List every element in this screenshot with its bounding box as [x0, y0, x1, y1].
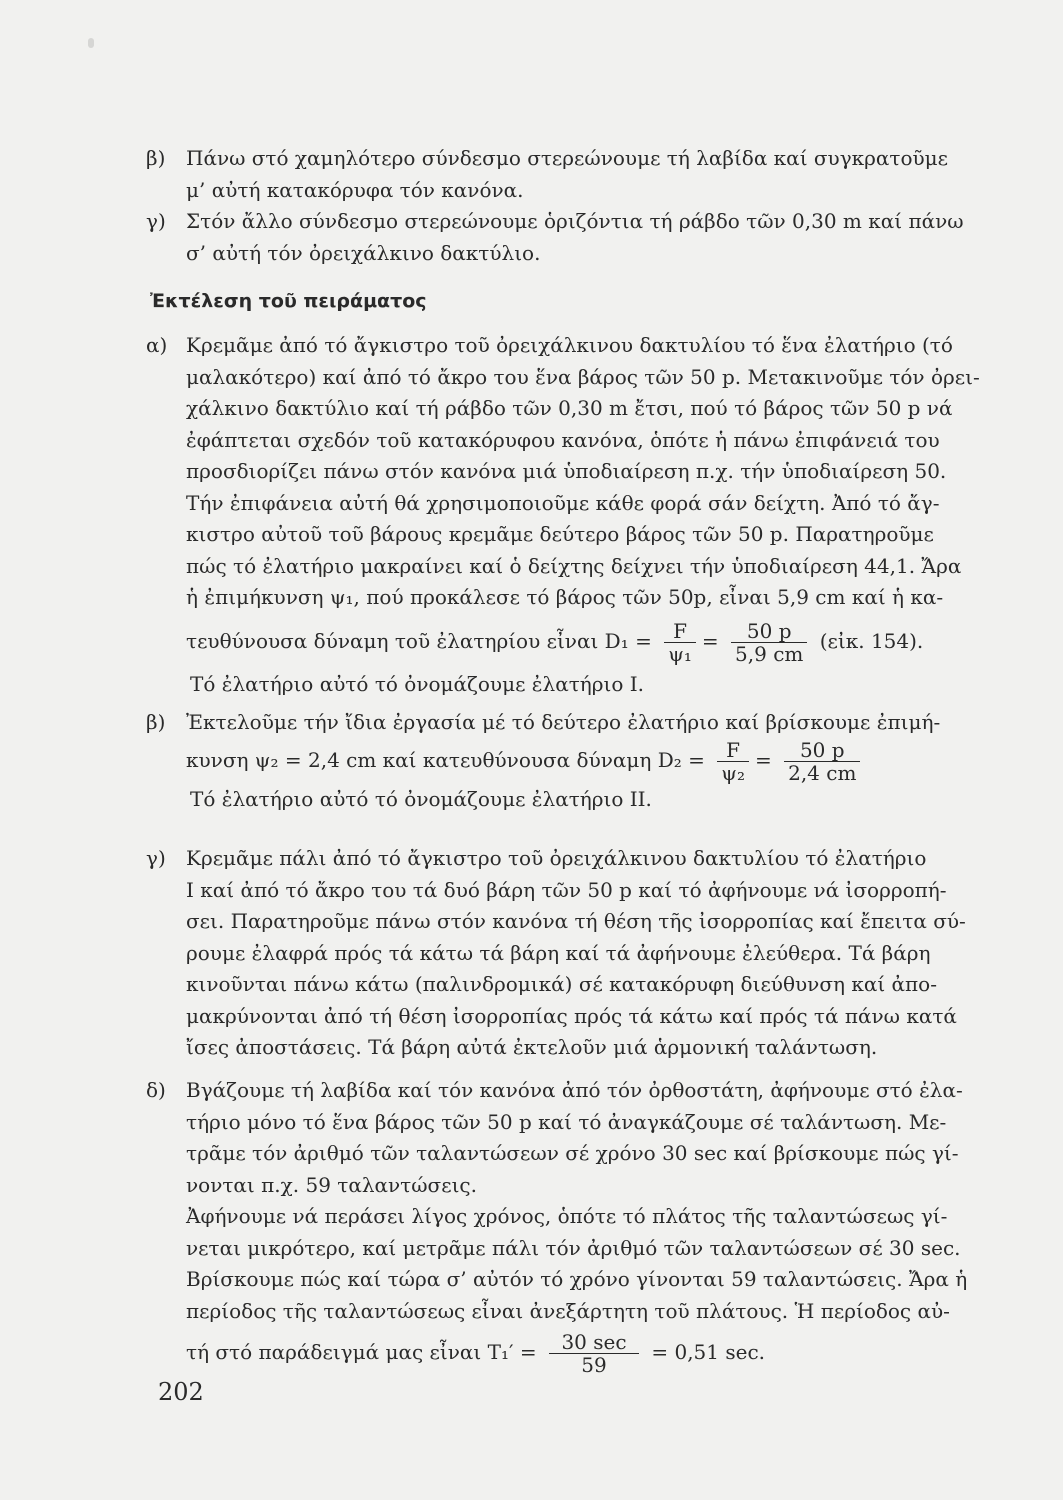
- text-line: Τό ἐλατήριο αὐτό τό ὀνομάζουμε ἐλατήριο I.: [190, 671, 645, 696]
- intro-section: [146, 143, 966, 269]
- denominator: 5,9 cm: [735, 641, 804, 666]
- figure-reference: (εἰκ. 154).: [819, 628, 924, 653]
- formula-prefix: τή στό παράδειγμά μας εἶναι T₁′ =: [186, 1340, 537, 1364]
- text-line: σει. Παρατηροῦμε πάνω στόν κανόνα τή θέση τῆς ἰσορροπίας καί ἔπειτα σύ-: [186, 909, 966, 933]
- item-label: α): [146, 333, 168, 357]
- intro-item-c: [146, 206, 966, 269]
- section-heading: Ἐκτέλεση τοῦ πειράματος: [150, 290, 427, 312]
- text-line: μακρύνονται ἀπό τή θέση ἰσορροπίας πρός τά κάτω καί πρός τά πάνω κατά: [186, 1003, 957, 1028]
- step-b: [146, 707, 966, 815]
- text-line: περίοδος τῆς ταλαντώσεως εἶναι ἀνεξάρτητη τοῦ πλάτους. Ἡ περίοδος αὐ-: [186, 1298, 950, 1323]
- step-a: [146, 330, 980, 700]
- text-line: Τό ἐλατήριο αὐτό τό ὀνομάζουμε ἐλατήριο II.: [190, 786, 652, 811]
- text-line: Τήν ἐπιφάνεια αὐτή θά χρησιμοποιοῦμε κάθε φορά σάν δείχτη. Ἀπό τό ἄγ-: [186, 490, 940, 515]
- text-line: I καί ἀπό τό ἄκρο του τά δυό βάρη τῶν 50 p καί τό ἀφήνουμε νά ἰσορροπή-: [186, 877, 947, 902]
- text-line: μ’ αὐτή κατακόρυφα τόν κανόνα.: [186, 177, 524, 202]
- fraction: [731, 620, 807, 665]
- text-line: ἴσες ἀποστάσεις. Τά βάρη αὐτά ἐκτελοῦν μιά ἁρμονική ταλάντωση.: [186, 1035, 878, 1059]
- step-c: [146, 843, 966, 1064]
- text-line: Ἀφήνουμε νά περάσει λίγος χρόνος, ὁπότε τό πλάτος τῆς ταλαντώσεως γί-: [186, 1204, 948, 1228]
- numerator: F: [717, 739, 749, 762]
- text-line: τρᾶμε τόν ἀριθμό τῶν ταλαντώσεων σέ χρόνο 30 sec καί βρίσκουμε πώς γί-: [186, 1141, 959, 1165]
- page-number: 202: [158, 1378, 204, 1406]
- text-line: ἐφάπτεται σχεδόν τοῦ κατακόρυφου κανόνα, ὁπότε ἡ πάνω ἐπιφάνειά του: [186, 427, 940, 452]
- fraction: [717, 739, 749, 784]
- denominator: ψ₁: [668, 641, 692, 666]
- text-line: χάλκινο δακτύλιο καί τή ράβδο τῶν 0,30 m ἔτσι, πού τό βάρος τῶν 50 p νά: [186, 396, 953, 420]
- denominator: 2,4 cm: [788, 760, 857, 785]
- text-line: Βγάζουμε τή λαβίδα καί τόν κανόνα ἀπό τόν ὀρθοστάτη, ἀφήνουμε στό ἐλα-: [186, 1078, 963, 1102]
- numerator: 50 p: [731, 620, 807, 643]
- text-line: μαλακότερο) καί ἀπό τό ἄκρο του ἕνα βάρος τῶν 50 p. Μετακινοῦμε τόν ὀρει-: [186, 364, 980, 389]
- numerator: F: [664, 620, 696, 643]
- text-line: πώς τό ἐλατήριο μακραίνει καί ὁ δείχτης δείχνει τήν ὑποδιαίρεση 44,1. Ἄρα: [186, 553, 962, 578]
- text-line: Βρίσκουμε πώς καί τώρα σ’ αὐτόν τό χρόνο γίνονται 59 ταλαντώσεις. Ἄρα ἡ: [186, 1267, 968, 1291]
- formula-result: = 0,51 sec.: [651, 1340, 766, 1364]
- intro-item-b: [146, 143, 966, 206]
- item-label: γ): [146, 209, 166, 233]
- item-label: δ): [146, 1078, 166, 1102]
- formula-line: [186, 1331, 966, 1376]
- text-line: κινοῦνται πάνω κάτω (παλινδρομικά) σέ κατακόρυφη διεύθυνση καί ἀπο-: [186, 972, 937, 996]
- text-line: σ’ αὐτή τόν ὀρειχάλκινο δακτύλιο.: [186, 240, 541, 265]
- text-line: Πάνω στό χαμηλότερο σύνδεσμο στερεώνουμε τή λαβίδα καί συγκρατοῦμε: [186, 146, 949, 170]
- fraction: [784, 739, 860, 784]
- fraction: [549, 1331, 639, 1376]
- text-line: κιστρο αὐτοῦ τοῦ βάρους κρεμᾶμε δεύτερο βάρος τῶν 50 p. Παρατηροῦμε: [186, 522, 934, 546]
- text-line: προσδιορίζει πάνω στόν κανόνα μιά ὑποδιαίρεση π.χ. τήν ὑποδιαίρεση 50.: [186, 459, 947, 483]
- text-line: τήριο μόνο τό ἕνα βάρος τῶν 50 p καί τό ἀναγκάζουμε σέ ταλάντωση. Με-: [186, 1109, 947, 1134]
- item-label: β): [146, 710, 166, 734]
- denominator: 59: [581, 1353, 607, 1377]
- text-line: Στόν ἄλλο σύνδεσμο στερεώνουμε ὁριζόντια τή ράβδο τῶν 0,30 m καί πάνω: [186, 209, 964, 233]
- numerator: 30 sec: [549, 1331, 639, 1354]
- text-line: Κρεμᾶμε πάλι ἀπό τό ἄγκιστρο τοῦ ὀρειχάλκινου δακτυλίου τό ἐλατήριο: [186, 846, 927, 870]
- page-blemish: [88, 38, 94, 48]
- fraction: [664, 620, 696, 665]
- step-d: [146, 1075, 966, 1376]
- formula-line: τευθύνουσα δύναμη τοῦ ἐλατηρίου εἶναι D₁ = $\frac{F}{\text{ψ₁}}$ = $\frac{50 p}{5,9 cm}$ (εἰκ. 154).: [186, 618, 924, 666]
- text-line: Ἐκτελοῦμε τήν ἴδια ἐργασία μέ τό δεύτερο ἐλατήριο καί βρίσκουμε ἐπιμή-: [186, 710, 941, 734]
- text-line: Κρεμᾶμε ἀπό τό ἄγκιστρο τοῦ ὀρειχάλκινου δακτυλίου τό ἕνα ἐλατήριο (τό: [186, 333, 953, 357]
- formula-line: κυνση ψ₂ = 2,4 cm καί κατευθύνουσα δύναμη D₂ = $\frac{F}{\text{ψ₂}}$ = $\frac{50 p}{2,4 cm}$: [186, 739, 966, 784]
- item-label: γ): [146, 846, 166, 870]
- formula-prefix: τευθύνουσα δύναμη τοῦ ἐλατηρίου εἶναι D₁ =: [186, 628, 652, 653]
- text-line: ρουμε ἐλαφρά πρός τά κάτω τά βάρη καί τά ἀφήνουμε ἐλεύθερα. Τά βάρη: [186, 940, 931, 965]
- numerator: 50 p: [784, 739, 860, 762]
- item-label: β): [146, 146, 166, 170]
- text-line: ἡ ἐπιμήκυνση ψ₁, πού προκάλεσε τό βάρος τῶν 50p, εἶναι 5,9 cm καί ἡ κα-: [186, 585, 944, 609]
- text-line: νονται π.χ. 59 ταλαντώσεις.: [186, 1172, 477, 1197]
- formula-prefix: κυνση ψ₂ = 2,4 cm καί κατευθύνουσα δύναμη D₂ =: [186, 747, 705, 772]
- text-line: νεται μικρότερο, καί μετρᾶμε πάλι τόν ἀριθμό τῶν ταλαντώσεων σέ 30 sec.: [186, 1235, 961, 1260]
- denominator: ψ₂: [721, 760, 745, 785]
